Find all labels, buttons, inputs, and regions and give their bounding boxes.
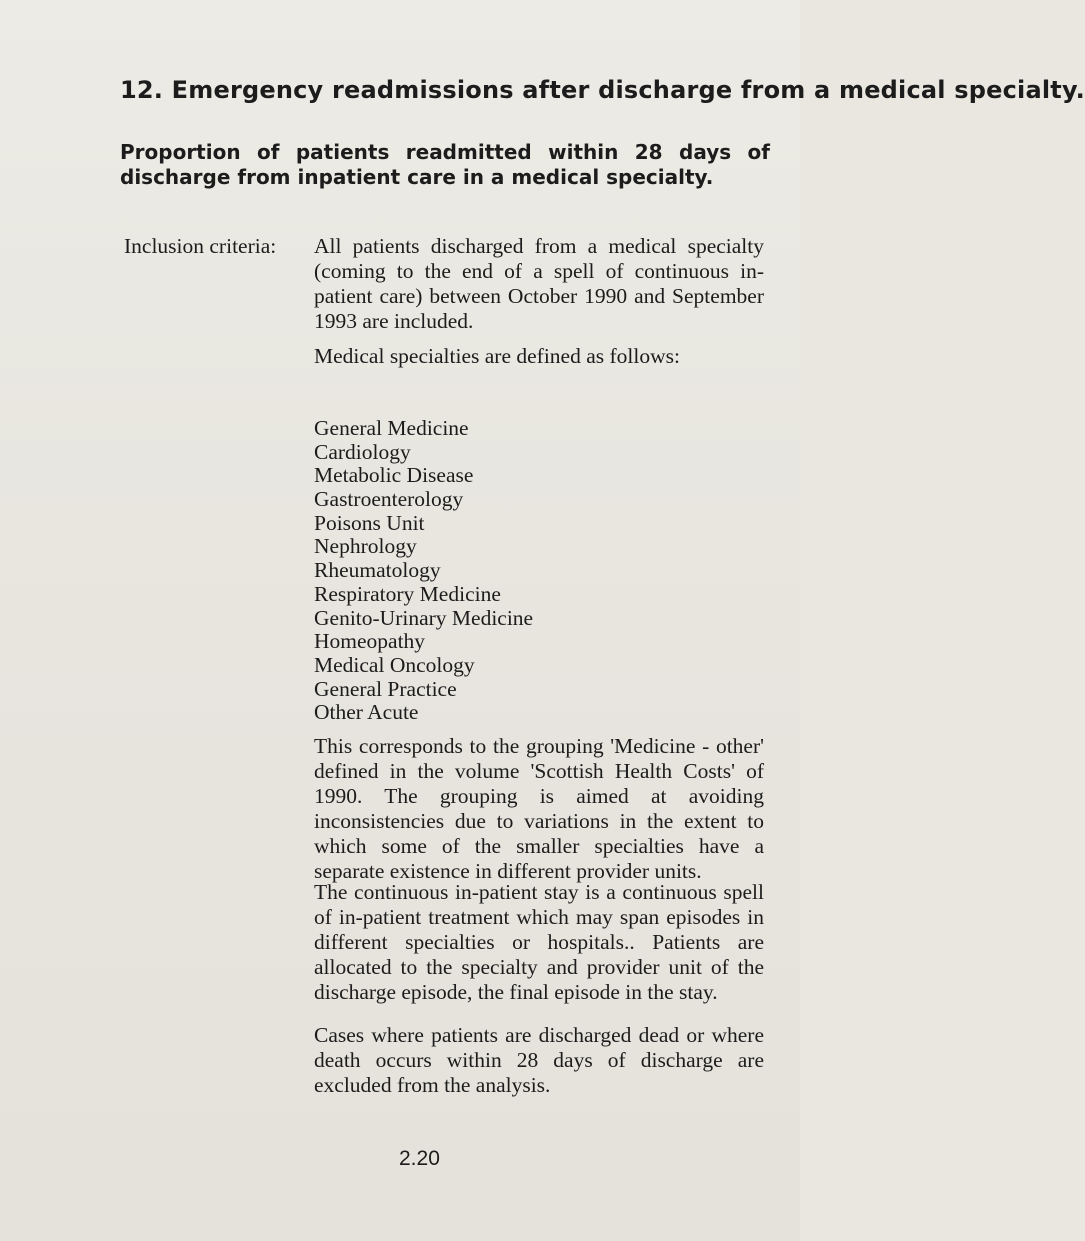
inclusion-criteria-label: Inclusion criteria:	[124, 234, 277, 258]
list-item: Medical Oncology	[314, 652, 475, 677]
inclusion-intro-paragraph: All patients discharged from a medical specialty (coming to the end of a spell of continuous in-patient care) between October 1990 and September 1993 are included.	[314, 234, 764, 333]
list-item: Poisons Unit	[314, 510, 425, 535]
exclusion-paragraph: Cases where patients are discharged dead or where death occurs within 28 days of discharge are excluded from the analysis.	[314, 1023, 764, 1097]
list-item: Cardiology	[314, 439, 411, 464]
list-item: Genito-Urinary Medicine	[314, 605, 534, 630]
section-heading: 12. Emergency readmissions after discharge from a medical specialty.	[120, 76, 1085, 104]
list-item: Rheumatology	[314, 558, 441, 583]
list-item: Other Acute	[314, 700, 419, 725]
grouping-note-paragraph: This corresponds to the grouping 'Medicine - other' defined in the volume 'Scottish Health Costs' of 1990. The grouping is aimed at avoiding inconsistencies due to variations in the extent to which some of the smaller specialties have a separate existence in different provider units.	[314, 734, 764, 883]
list-item: General Practice	[314, 676, 457, 701]
specialties-intro-paragraph: Medical specialties are defined as follows:	[314, 344, 680, 368]
list-item: Metabolic Disease	[314, 463, 474, 488]
indicator-definition: Proportion of patients readmitted within 28 days of discharge from inpatient care in a medical specialty.	[120, 140, 770, 189]
page-number: 2.20	[399, 1147, 440, 1170]
specialty-list	[314, 417, 533, 725]
list-item: Respiratory Medicine	[314, 581, 501, 606]
list-item: General Medicine	[314, 416, 469, 440]
list-item: Nephrology	[314, 534, 417, 559]
list-item: Gastroenterology	[314, 487, 464, 512]
list-item: Homeopathy	[314, 629, 426, 654]
continuous-stay-paragraph: The continuous in-patient stay is a continuous spell of in-patient treatment which may span episodes in different specialties or hospitals.. Patients are allocated to the specialty and provider unit of the discharge episode, the final episode in the stay.	[314, 880, 764, 1004]
